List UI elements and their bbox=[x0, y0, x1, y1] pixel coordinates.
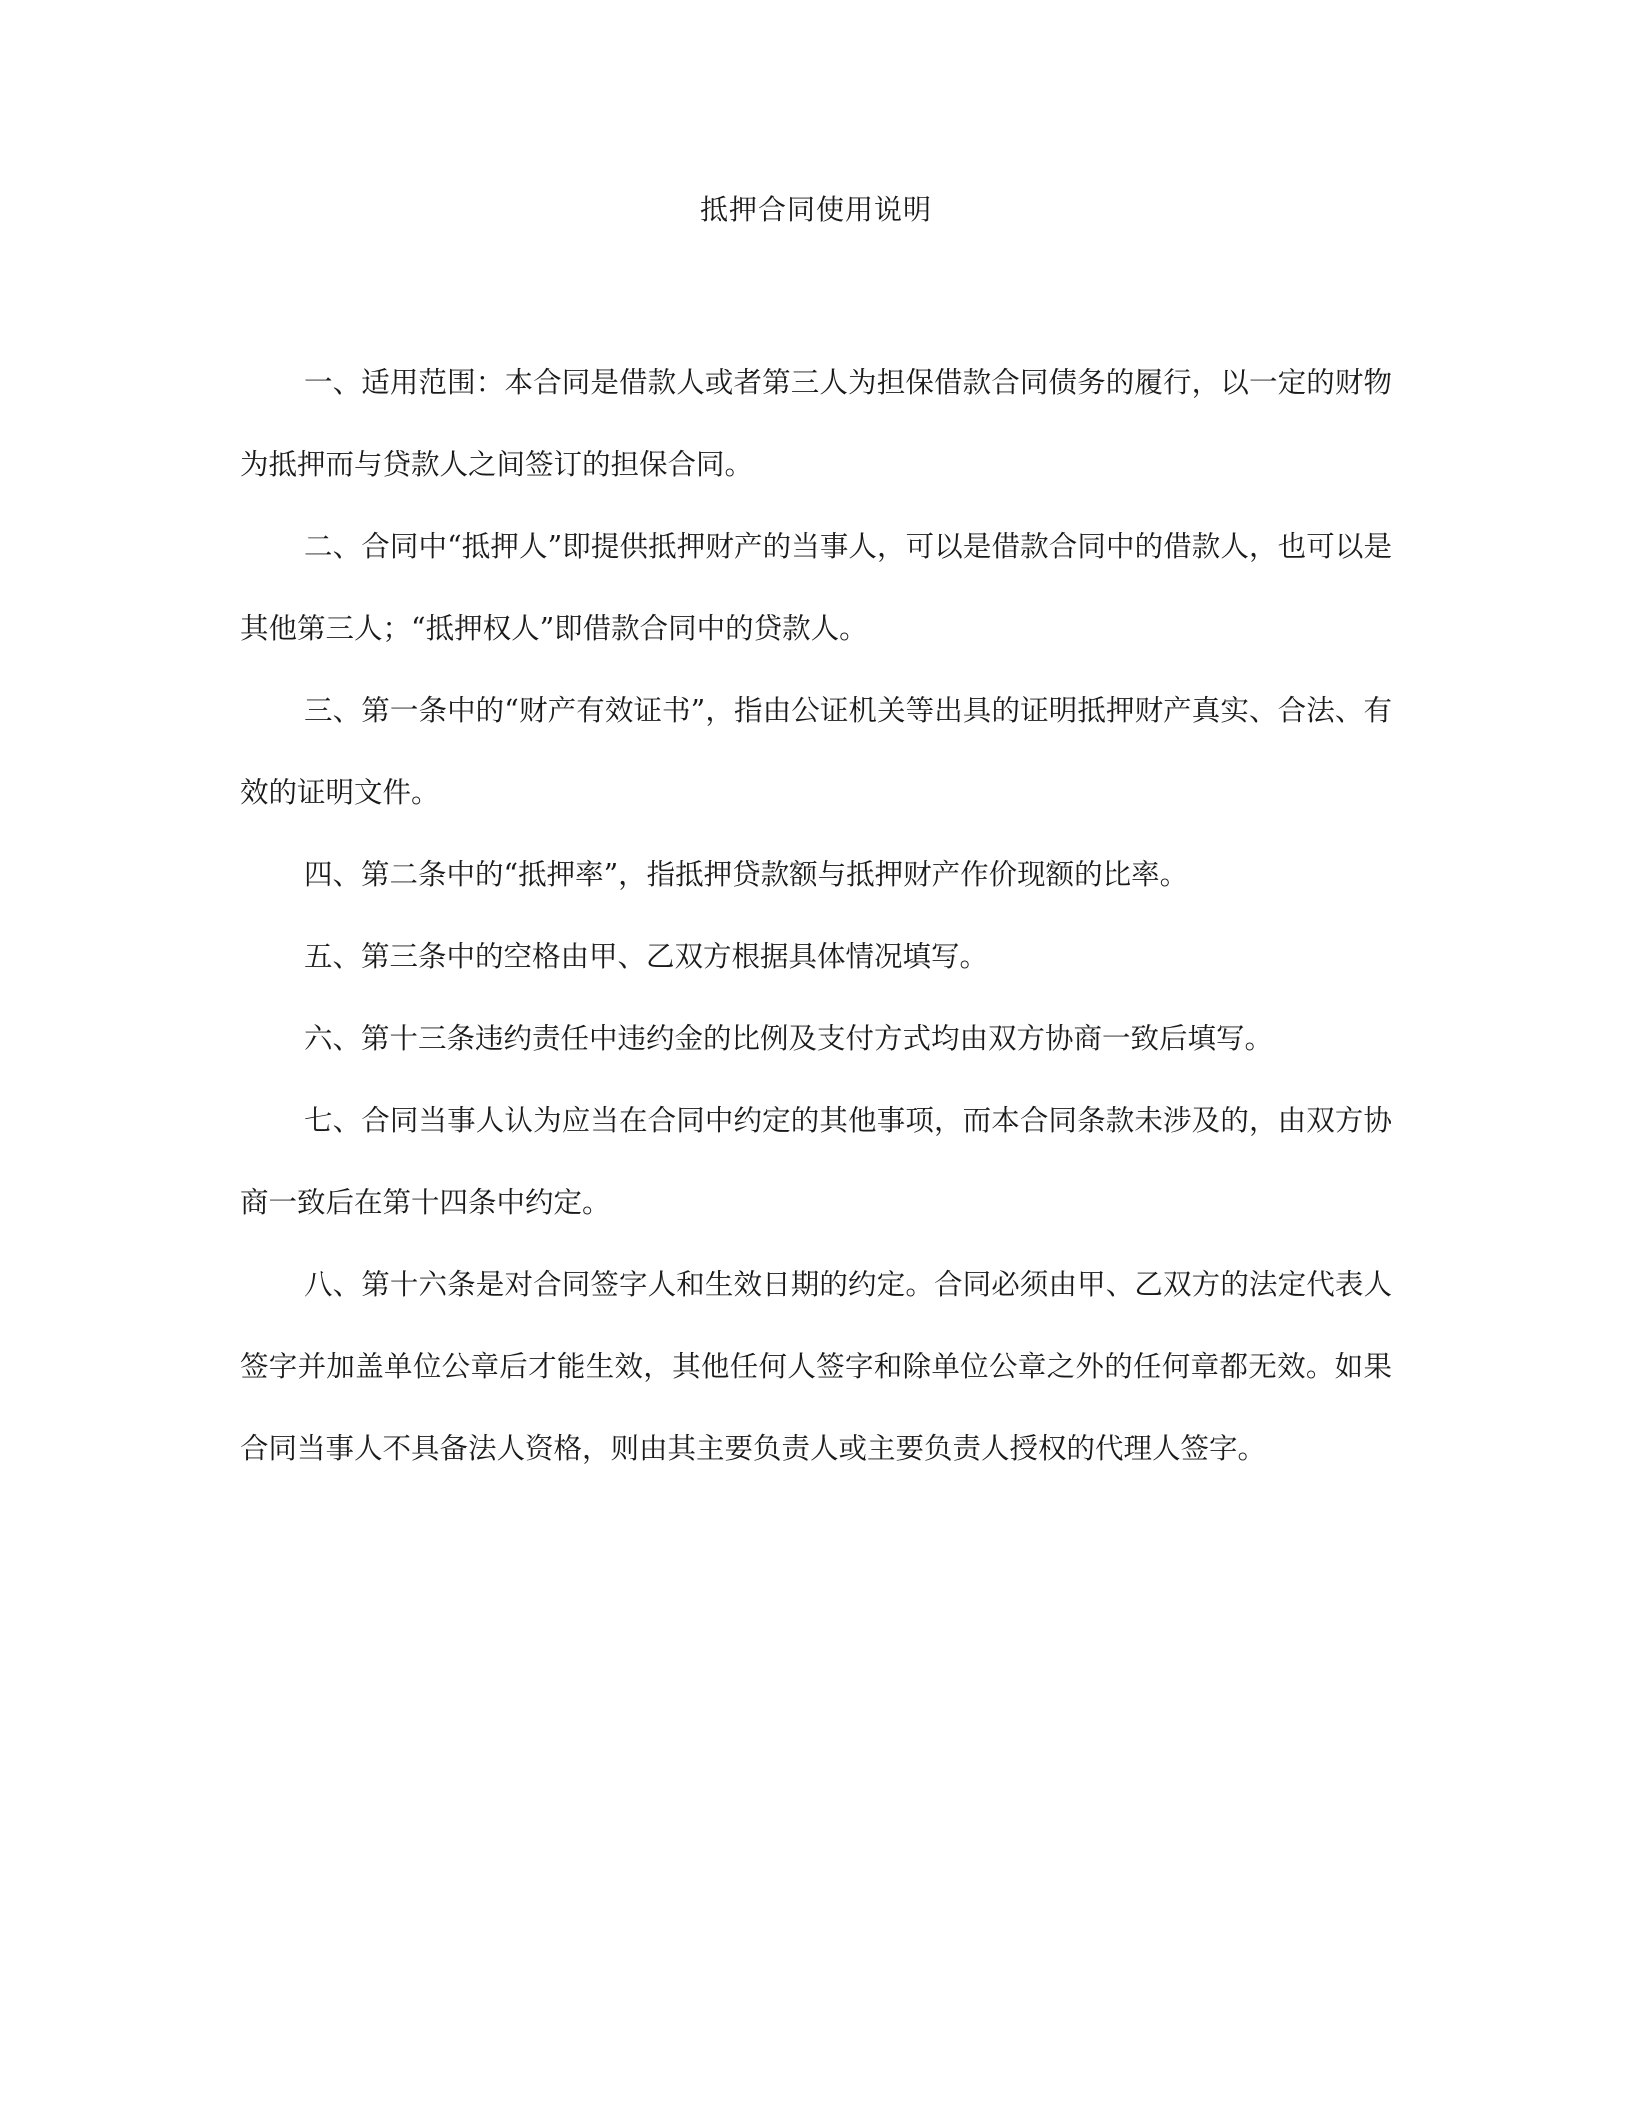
document-body bbox=[240, 342, 1392, 1490]
paragraph-3: 三、第一条中的“财产有效证书”，指由公证机关等出具的证明抵押财产真实、合法、有效的证明文件。 bbox=[240, 694, 1392, 809]
paragraph-8: 八、第十六条是对合同签字人和生效日期的约定。合同必须由甲、乙双方的法定代表人签字并加盖单位公章后才能生效，其他任何人签字和除单位公章之外的任何章都无效。如果合同当事人不具备法人资格，则由其主要负责人或主要负责人授权的代理人签字。 bbox=[240, 1268, 1392, 1465]
document-title: 抵押合同使用说明 bbox=[699, 193, 932, 226]
paragraph-4: 四、第二条中的“抵押率”，指抵押贷款额与抵押财产作价现额的比率。 bbox=[304, 858, 1189, 891]
paragraph-7: 七、合同当事人认为应当在合同中约定的其他事项，而本合同条款未涉及的，由双方协商一致后在第十四条中约定。 bbox=[240, 1104, 1392, 1219]
paragraph-6: 六、第十三条违约责任中违约金的比例及支付方式均由双方协商一致后填写。 bbox=[304, 1022, 1274, 1055]
paragraph-1: 一、适用范围：本合同是借款人或者第三人为担保借款合同债务的履行，以一定的财物为抵押而与贷款人之间签订的担保合同。 bbox=[240, 366, 1392, 481]
paragraph-5: 五、第三条中的空格由甲、乙双方根据具体情况填写。 bbox=[304, 940, 989, 973]
paragraph-2: 二、合同中“抵押人”即提供抵押财产的当事人，可以是借款合同中的借款人，也可以是其他第三人；“抵押权人”即借款合同中的贷款人。 bbox=[240, 530, 1392, 645]
